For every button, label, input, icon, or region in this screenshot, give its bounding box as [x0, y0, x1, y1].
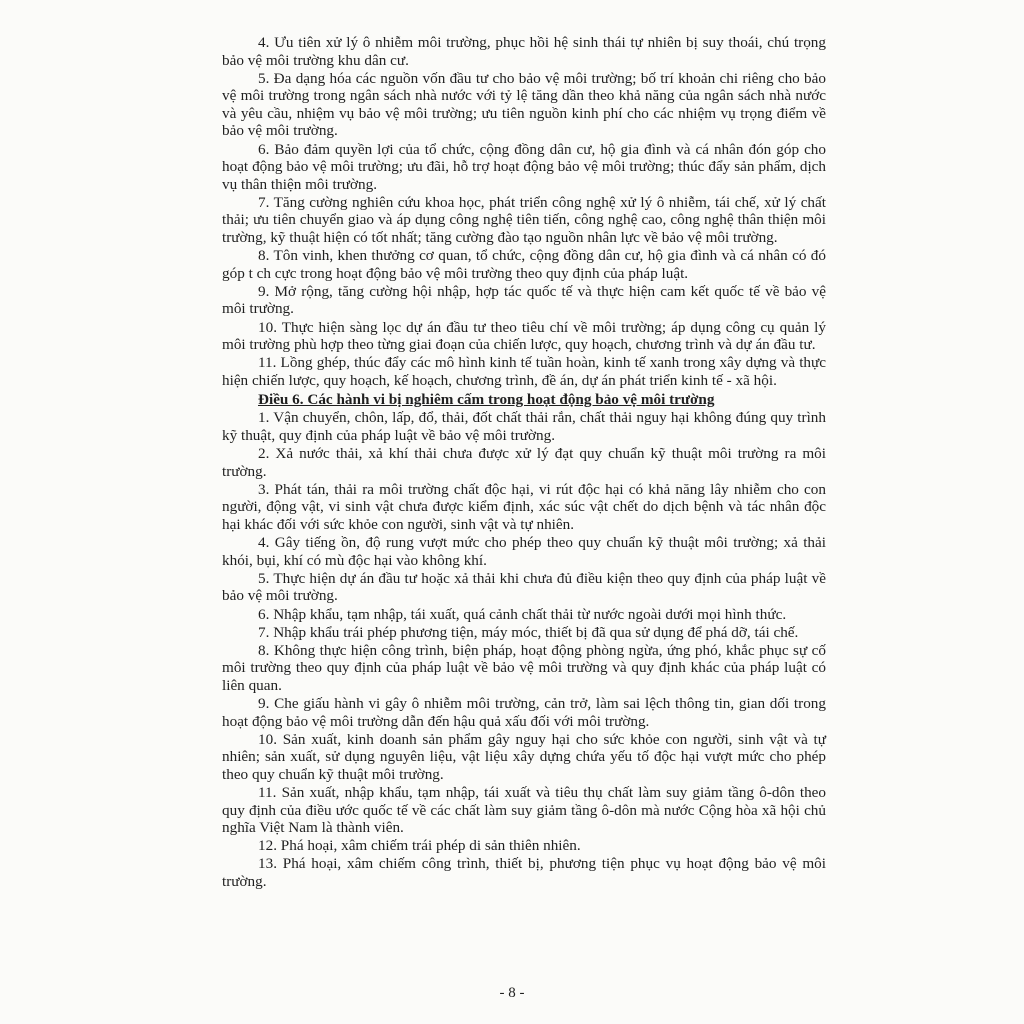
- paragraph-b-5: 5. Thực hiện dự án đầu tư hoặc xả thải khi chưa đủ điều kiện theo quy định của pháp luật về bảo vệ môi trường.: [222, 569, 826, 605]
- paragraph-b-6: 6. Nhập khẩu, tạm nhập, tái xuất, quá cảnh chất thải từ nước ngoài dưới mọi hình thức.: [258, 605, 787, 623]
- paragraph-b-13: 13. Phá hoại, xâm chiếm công trình, thiết bị, phương tiện phục vụ hoạt động bảo vệ môi trường.: [222, 855, 826, 890]
- paragraph-b-10: 10. Sản xuất, kinh doanh sản phẩm gây nguy hại cho sức khỏe con người, sinh vật và tự nhiên; sản xuất, sử dụng nguyên liệu, vật liệu xây dựng chứa yếu tố độc hại vượt mức cho phép theo quy chuẩn kỹ thuật môi trường.: [222, 730, 826, 783]
- article-heading: Điều 6. Các hành vi bị nghiêm cấm trong hoạt động bảo vệ môi trường: [258, 391, 715, 409]
- paragraph-a-8: 8. Tôn vinh, khen thưởng cơ quan, tổ chức, cộng đồng dân cư, hộ gia đình và cá nhân có đó góp t ch cực trong hoạt động bảo vệ môi trường theo quy định của pháp luật.: [222, 247, 826, 282]
- paragraph-a-11: 11. Lồng ghép, thúc đẩy các mô hình kinh tế tuần hoàn, kinh tế xanh trong xây dựng và thực hiện chiến lược, quy hoạch, kế hoạch, chương trình, đề án, dự án phát triển kinh tế - xã hội.: [222, 354, 826, 389]
- paragraph-b-4: 4. Gây tiếng ồn, độ rung vượt mức cho phép theo quy chuẩn kỹ thuật môi trường; xả thải khói, bụi, khí có mù độc hại vào không khí.: [222, 534, 826, 569]
- paragraph-b-2: 2. Xả nước thải, xả khí thải chưa được xử lý đạt quy chuẩn kỹ thuật môi trường ra môi trường.: [222, 445, 826, 480]
- paragraph-b-12: 12. Phá hoại, xâm chiếm trái phép di sản thiên nhiên.: [258, 837, 581, 855]
- paragraph-b-11: 11. Sản xuất, nhập khẩu, tạm nhập, tái xuất và tiêu thụ chất làm suy giảm tầng ô-dôn theo quy định của điều ước quốc tế về các chất làm suy giảm tầng ô-dôn mà nước Cộng hòa xã hội chủ nghĩa Việt Nam là thành viên.: [222, 783, 826, 837]
- paragraph-a-10: 10. Thực hiện sàng lọc dự án đầu tư theo tiêu chí về môi trường; áp dụng công cụ quản lý môi trường phù hợp theo từng giai đoạn của chiến lược, quy hoạch, chương trình và dự án đầu tư.: [222, 318, 826, 354]
- paragraph-a-6: 6. Bảo đảm quyền lợi của tổ chức, cộng đồng dân cư, hộ gia đình và cá nhân đón góp cho hoạt động bảo vệ môi trường; ưu đãi, hỗ trợ hoạt động bảo vệ môi trường; thúc đẩy sản phẩm, dịch vụ thân thiện môi trường.: [222, 140, 826, 193]
- paragraph-a-4: 4. Ưu tiên xử lý ô nhiễm môi trường, phục hồi hệ sinh thái tự nhiên bị suy thoái, chú trọng bảo vệ môi trường khu dân cư.: [222, 34, 826, 69]
- paragraph-b-9: 9. Che giấu hành vi gây ô nhiễm môi trường, cản trở, làm sai lệch thông tin, gian dối trong hoạt động bảo vệ môi trường dẫn đến hậu quả xấu đối với môi trường.: [222, 694, 826, 730]
- paragraph-a-7: 7. Tăng cường nghiên cứu khoa học, phát triển công nghệ xử lý ô nhiễm, tái chế, xử lý chất thải; ưu tiên chuyển giao và áp dụng công nghệ tiên tiến, công nghệ cao, công nghệ thân thiện môi trường, kỹ thuật hiện có tốt nhất; tăng cường đào tạo nguồn nhân lực về bảo vệ môi trường.: [222, 193, 826, 247]
- document-body: [222, 34, 826, 891]
- paragraph-b-8: 8. Không thực hiện công trình, biện pháp, hoạt động phòng ngừa, ứng phó, khắc phục sự cố môi trường theo quy định của pháp luật về bảo vệ môi trường và quy định khác của pháp luật có liên quan.: [222, 641, 826, 694]
- paragraph-b-7: 7. Nhập khẩu trái phép phương tiện, máy móc, thiết bị đã qua sử dụng để phá dỡ, tái chế.: [258, 623, 799, 641]
- paragraph-a-5: 5. Đa dạng hóa các nguồn vốn đầu tư cho bảo vệ môi trường; bố trí khoản chi riêng cho bảo vệ môi trường trong ngân sách nhà nước với tỷ lệ tăng dần theo khả năng của ngân sách nhà nước và yêu cầu, nhiệm vụ bảo vệ môi trường; ưu tiên nguồn kinh phí cho các nhiệm vụ trọng điểm về bảo vệ môi trường.: [222, 69, 826, 140]
- paragraph-b-1: 1. Vận chuyển, chôn, lấp, đổ, thải, đốt chất thải rắn, chất thải nguy hại không đúng quy trình kỹ thuật, quy định của pháp luật về bảo vệ môi trường.: [222, 409, 826, 445]
- paragraph-a-9: 9. Mở rộng, tăng cường hội nhập, hợp tác quốc tế và thực hiện cam kết quốc tế về bảo vệ môi trường.: [222, 282, 826, 318]
- paragraph-b-3: 3. Phát tán, thải ra môi trường chất độc hại, vi rút độc hại có khả năng lây nhiễm cho con người, động vật, vi sinh vật chưa được kiểm định, xác súc vật chết do dịch bệnh và tác nhân độc hại khác đối với sức khỏe con người, sinh vật và tự nhiên.: [222, 480, 826, 534]
- page-number: - 8 -: [499, 985, 525, 1001]
